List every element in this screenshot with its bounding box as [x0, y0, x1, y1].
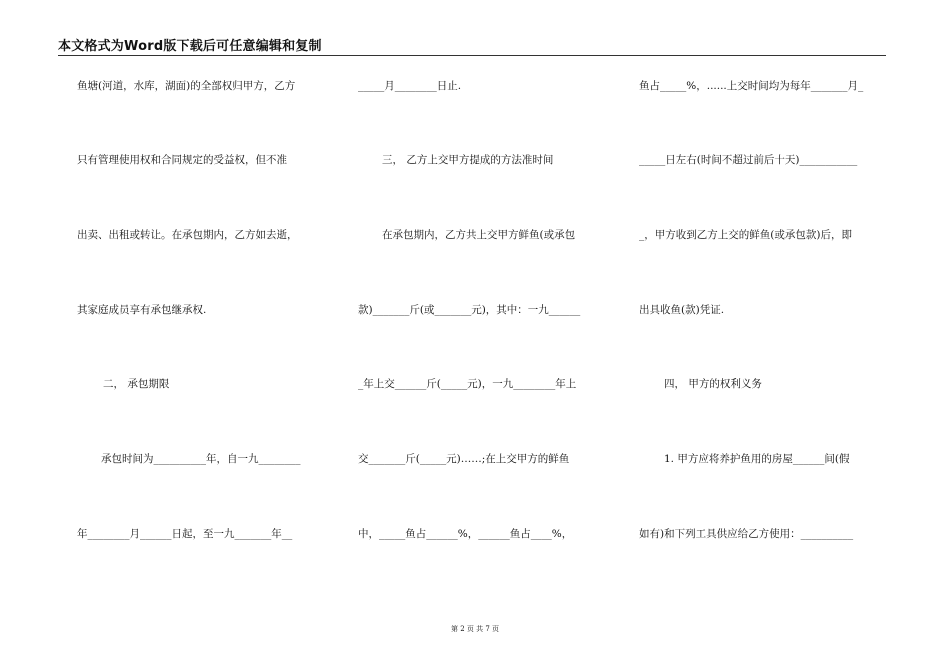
section-heading: 三， 乙方上交甲方提成的方法准时间: [382, 154, 554, 166]
paragraph-line: 交_______斤(_____元)……;在上交甲方的鲜鱼: [358, 453, 570, 465]
section-heading: 二， 承包期限: [103, 378, 170, 390]
paragraph-line: _____月________日止.: [358, 80, 462, 92]
paragraph-line: 年________月______日起，至一九_______年__: [77, 528, 293, 540]
paragraph-line: _____日左右(时间不超过前后十天)___________: [639, 154, 858, 166]
paragraph-line: 只有管理使用权和合同规定的受益权，但不准: [77, 154, 287, 166]
paragraph-line: 中，_____鱼占______%，______鱼占____%，: [358, 528, 573, 540]
paragraph-line: 其家庭成员享有承包继承权.: [77, 304, 207, 316]
paragraph-line: 出具收鱼(款)凭证.: [639, 304, 725, 316]
paragraph-line: _，甲方收到乙方上交的鲜鱼(或承包款)后，即: [639, 229, 852, 241]
page-number: 第 2 页 共 7 页: [450, 625, 500, 633]
page-header: [58, 33, 886, 56]
paragraph-line: 在承包期内，乙方共上交甲方鲜鱼(或承包: [382, 229, 576, 241]
paragraph-line: 款)_______斤(或_______元)，其中：一九______: [358, 304, 581, 316]
paragraph-line: 出卖、出租或转让。在承包期内，乙方如去逝，: [77, 229, 298, 241]
paragraph-line: 承包时间为__________年，自一九________: [101, 453, 301, 465]
paragraph-line: 鱼塘(河道，水库，湖面)的全部权归甲方，乙方: [77, 80, 296, 92]
paragraph-line: 如有)和下列工具供应给乙方使用：__________: [639, 528, 854, 540]
section-heading: 四， 甲方的权利义务: [664, 378, 762, 390]
paragraph-line: _年上交______斤(_____元)，一九________年上: [358, 378, 577, 390]
paragraph-line: 1. 甲方应将养护鱼用的房屋______间(假: [664, 453, 850, 465]
header-title: 本文格式为Word版下载后可任意编辑和复制: [58, 39, 322, 54]
paragraph-line: 鱼占_____%，......上交时间均为每年_______月_: [639, 80, 864, 92]
